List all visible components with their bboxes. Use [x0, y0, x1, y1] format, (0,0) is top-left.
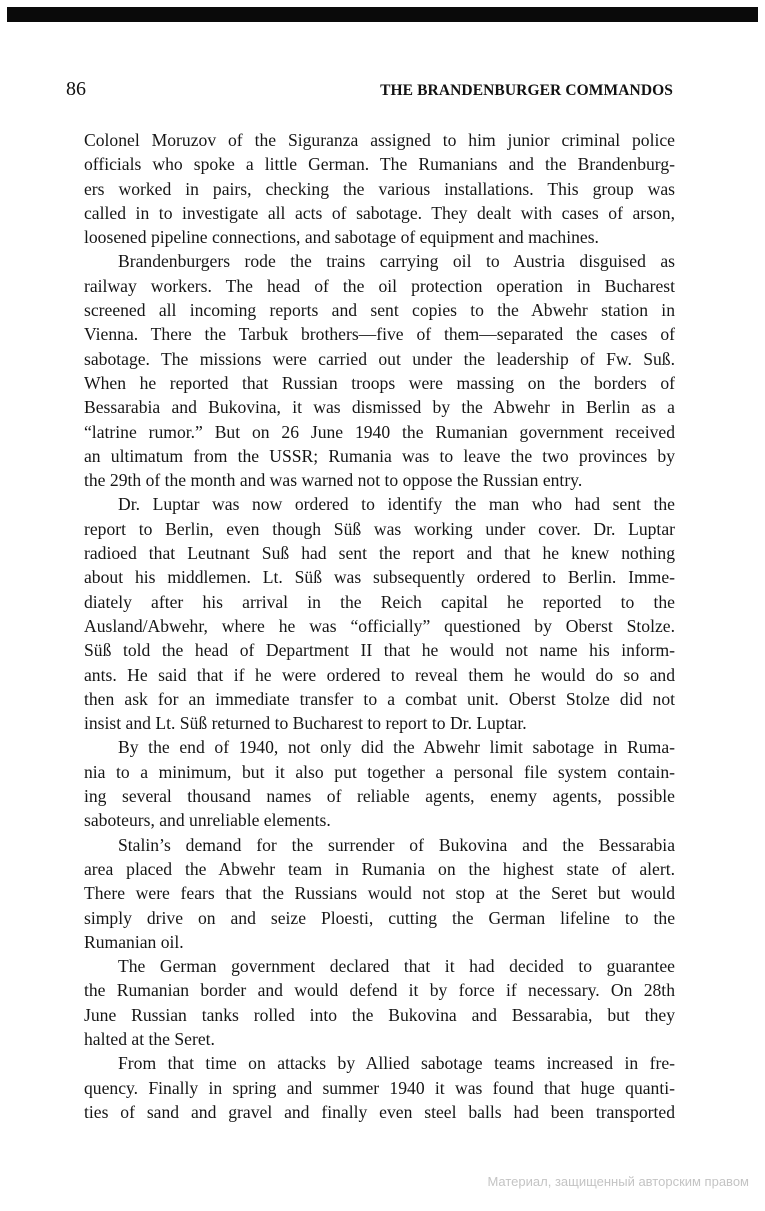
text-line: the 29th of the month and was warned not to oppose the Russian entry.	[84, 470, 583, 491]
paragraph	[84, 492, 675, 735]
text-line: loosened pipeline connections, and sabotage of equipment and machines.	[84, 227, 599, 248]
text-line: ants. He said that if he were ordered to reveal them he would do so and	[84, 664, 675, 685]
text-line: Bessarabia and Bukovina, it was dismissed by the Abwehr in Berlin as a	[84, 397, 675, 418]
text-line: Dr. Luptar was now ordered to identify the man who had sent the	[118, 494, 675, 515]
text-line: quency. Finally in spring and summer 1940 it was found that huge quanti-	[84, 1077, 675, 1098]
paragraph	[84, 249, 675, 492]
text-line: Colonel Moruzov of the Siguranza assigned to him junior criminal police	[84, 130, 675, 150]
text-line: Vienna. There the Tarbuk brothers—five of them—separated the cases of	[84, 324, 675, 345]
running-title: THE BRANDENBURGER COMMANDOS	[380, 82, 673, 99]
text-line: called in to investigate all acts of sabotage. They dealt with cases of arson,	[84, 202, 675, 223]
text-line: railway workers. The head of the oil protection operation in Bucharest	[84, 275, 675, 296]
text-line: Rumanian oil.	[84, 931, 184, 952]
text-line: screened all incoming reports and sent copies to the Abwehr station in	[84, 300, 675, 321]
text-line: the Rumanian border and would defend it by force if necessary. On 28th	[84, 980, 675, 1001]
text-line: diately after his arrival in the Reich capital he reported to the	[84, 591, 675, 612]
scan-edge-bar	[7, 7, 758, 22]
text-line: simply drive on and seize Ploesti, cutting the German lifeline to the	[84, 907, 675, 928]
text-line: area placed the Abwehr team in Rumania on the highest state of alert.	[84, 858, 675, 879]
paragraph	[84, 954, 675, 1051]
text-line: insist and Lt. Süß returned to Bucharest to report to Dr. Luptar.	[84, 713, 527, 734]
text-line: June Russian tanks rolled into the Bukovina and Bessarabia, but they	[84, 1004, 675, 1025]
text-line: “latrine rumor.” But on 26 June 1940 the Rumanian government received	[84, 421, 675, 442]
text-line: then ask for an immediate transfer to a combat unit. Oberst Stolze did not	[84, 688, 675, 709]
text-line: officials who spoke a little German. The Rumanians and the Brandenburg-	[84, 154, 675, 175]
text-line: report to Berlin, even though Süß was working under cover. Dr. Luptar	[84, 518, 675, 539]
paragraph	[84, 735, 675, 832]
text-line: radioed that Leutnant Suß had sent the report and that he knew nothing	[84, 543, 675, 564]
text-line: When he reported that Russian troops were massing on the borders of	[84, 372, 675, 393]
text-line: From that time on attacks by Allied sabotage teams increased in fre-	[118, 1053, 675, 1074]
copyright-watermark: Материал, защищенный авторским правом	[487, 1174, 749, 1189]
text-line: ing several thousand names of reliable agents, enemy agents, possible	[84, 786, 675, 807]
text-line: sabotage. The missions were carried out under the leadership of Fw. Suß.	[84, 348, 675, 369]
text-line: Brandenburgers rode the trains carrying oil to Austria disguised as	[118, 251, 675, 272]
body-text	[84, 128, 675, 1124]
text-line: halted at the Seret.	[84, 1028, 215, 1049]
paragraph	[84, 833, 675, 954]
page-number: 86	[66, 78, 86, 100]
text-line: By the end of 1940, not only did the Abwehr limit sabotage in Ruma-	[118, 737, 675, 758]
text-line: Süß told the head of Department II that he would not name his inform-	[84, 640, 675, 661]
paragraph	[84, 128, 675, 249]
text-line: There were fears that the Russians would not stop at the Seret but would	[84, 883, 675, 904]
text-line: The German government declared that it had decided to guarantee	[118, 956, 675, 977]
text-line: about his middlemen. Lt. Süß was subsequently ordered to Berlin. Imme-	[84, 567, 675, 588]
text-line: nia to a minimum, but it also put together a personal file system contain-	[84, 761, 675, 782]
text-line: saboteurs, and unreliable elements.	[84, 810, 331, 831]
paragraph	[84, 1051, 675, 1124]
text-line: Ausland/Abwehr, where he was “officially” questioned by Oberst Stolze.	[84, 615, 675, 636]
text-line: ties of sand and gravel and finally even steel balls had been transported	[84, 1101, 675, 1122]
text-line: an ultimatum from the USSR; Rumania was to leave the two provinces by	[84, 445, 675, 466]
text-line: ers worked in pairs, checking the various installations. This group was	[84, 178, 675, 199]
text-line: Stalin’s demand for the surrender of Bukovina and the Bessarabia	[118, 834, 675, 855]
